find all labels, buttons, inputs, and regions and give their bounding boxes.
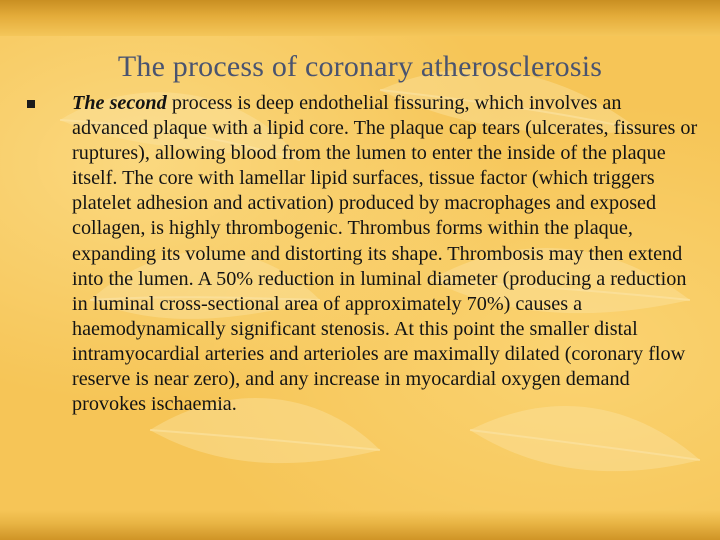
slide-title: The process of coronary atherosclerosis (117, 50, 603, 83)
bullet-paragraph (72, 91, 702, 417)
bullet-body-text: process is deep endothelial fissuring, which involves an advanced plaque with a lipid core. The plaque cap tears (ulcerates, fissures or ruptures), allowing blood from the lumen to enter the inside of the plaque itself. The core with lamellar lipid surfaces, tissue factor (which triggers platelet adhesion and activation) produced by macrophages and exposed collagen, is highly thrombogenic. Thrombus forms within the plaque, expanding its volume and distorting its shape. Thrombosis may then extend into the lumen. A 50% reduction in luminal diameter (producing a reduction in luminal cross-sectional area of approximately 70%) causes a haemodynamically significant stenosis. At this point the smaller distal intramyocardial arteries and arterioles are maximally dilated (coronary flow reserve is near zero), and any increase in myocardial oxygen demand provokes ischaemia. (72, 92, 698, 416)
bottom-gradient-band (0, 510, 720, 540)
square-bullet-icon (27, 100, 35, 108)
bullet-lead-text: The second (72, 92, 167, 114)
